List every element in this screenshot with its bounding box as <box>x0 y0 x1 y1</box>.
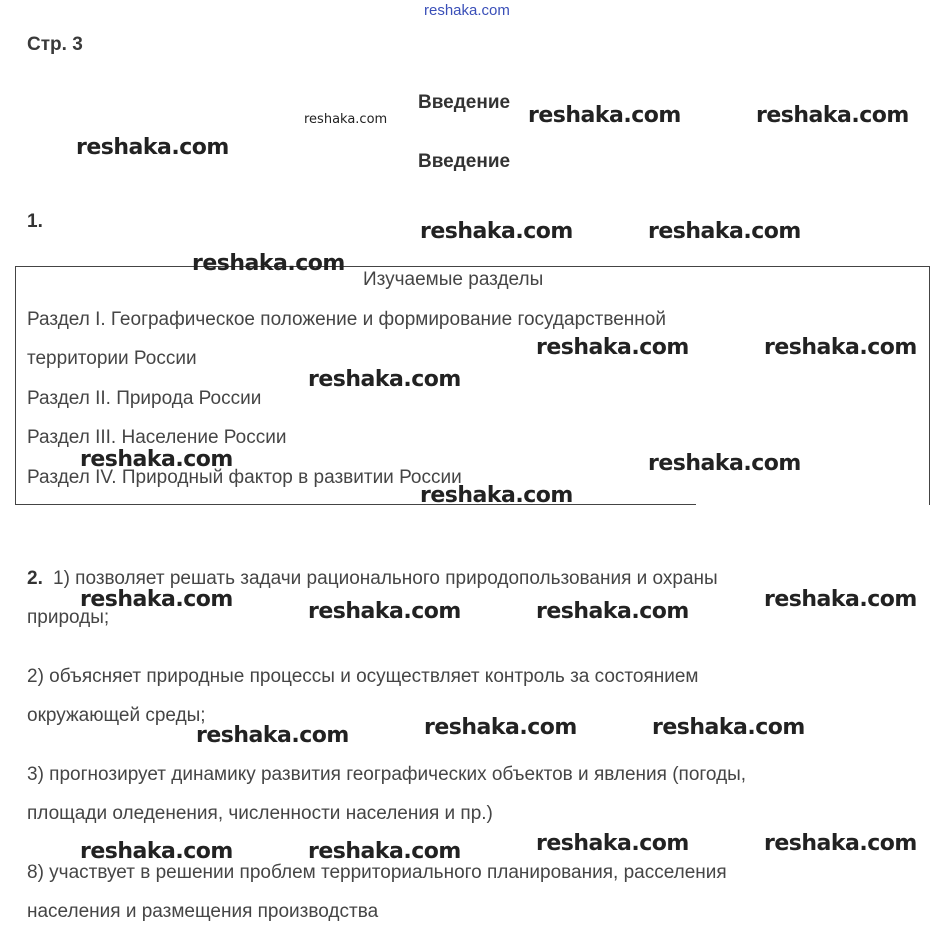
section-line: Раздел III. Население России <box>27 427 287 448</box>
watermark: reshaka.com <box>420 483 573 508</box>
watermark: reshaka.com <box>80 447 233 472</box>
site-link[interactable]: reshaka.com <box>424 2 510 19</box>
section-line: Раздел IV. Природный фактор в развитии России <box>27 467 462 488</box>
watermark: reshaka.com <box>420 219 573 244</box>
heading-introduction: Введение <box>418 92 511 113</box>
watermark: reshaka.com <box>80 587 233 612</box>
watermark: reshaka.com <box>756 103 909 128</box>
answer-line: площади оледенения, численности населения и пр.) <box>27 803 493 824</box>
watermark: reshaka.com <box>308 839 461 864</box>
page-label: Стр. 3 <box>27 34 83 55</box>
answer-line: 3) прогнозирует динамику развития географических объектов и явления (погоды, <box>27 764 747 785</box>
section-line: Раздел II. Природа России <box>27 388 262 409</box>
section-line: территории России <box>27 348 197 369</box>
sections-table-bottom-border <box>15 504 696 505</box>
watermark: reshaka.com <box>424 715 577 740</box>
watermark: reshaka.com <box>76 135 229 160</box>
watermark: reshaka.com <box>764 335 917 360</box>
watermark: reshaka.com <box>536 831 689 856</box>
watermark: reshaka.com <box>196 723 349 748</box>
watermark: reshaka.com <box>648 451 801 476</box>
answer-line: 8) участвует в решении проблем территориального планирования, расселения <box>27 862 727 883</box>
watermark: reshaka.com <box>308 367 461 392</box>
section-line: Раздел I. Географическое положение и формирование государственной <box>27 309 666 330</box>
answer-line: природы; <box>27 607 110 628</box>
watermark: reshaka.com <box>80 839 233 864</box>
sections-table-title: Изучаемые разделы <box>363 269 544 290</box>
answer-line: 1) позволяет решать задачи рационального природопользования и охраны <box>53 568 718 589</box>
watermark: reshaka.com <box>652 715 805 740</box>
task-1-number: 1. <box>27 211 43 232</box>
watermark: reshaka.com <box>764 831 917 856</box>
watermark: reshaka.com <box>536 599 689 624</box>
watermark: reshaka.com <box>308 599 461 624</box>
watermark: reshaka.com <box>528 103 681 128</box>
watermark: reshaka.com <box>192 251 345 276</box>
heading-introduction-repeat: Введение <box>418 151 511 172</box>
watermark: reshaka.com <box>536 335 689 360</box>
answer-line: окружающей среды; <box>27 705 206 726</box>
answer-line: населения и размещения производства <box>27 901 379 922</box>
answer-line: 2) объясняет природные процессы и осуществляет контроль за состоянием <box>27 666 699 687</box>
watermark: reshaka.com <box>648 219 801 244</box>
watermark: reshaka.com <box>304 112 388 127</box>
watermark: reshaka.com <box>764 587 917 612</box>
task-2-number: 2. <box>27 568 43 589</box>
